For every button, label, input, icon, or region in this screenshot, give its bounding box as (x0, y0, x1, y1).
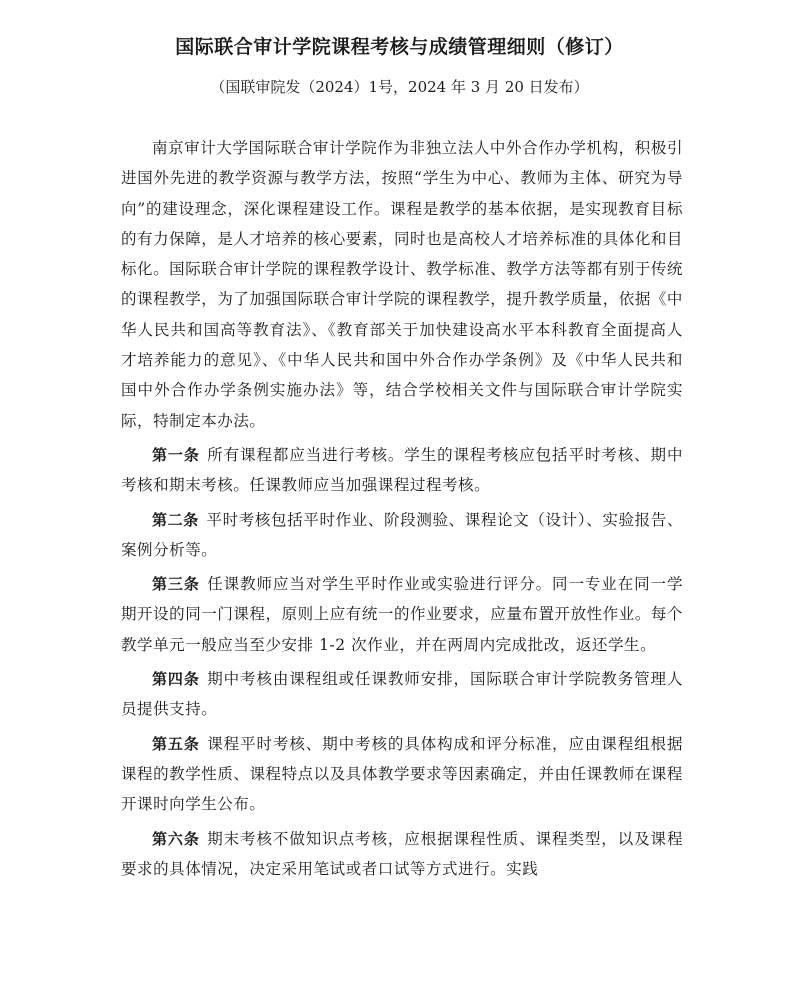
article-5 (121, 729, 683, 820)
article-6-label: 第六条 (152, 829, 200, 848)
article-4 (121, 664, 683, 725)
article-3 (121, 569, 683, 660)
document-subtitle: （国联审院发（2024）1号，2024 年 3 月 20 日发布） (210, 78, 589, 96)
document-body (121, 133, 683, 884)
article-3-label: 第三条 (152, 575, 200, 594)
article-5-label: 第五条 (152, 734, 200, 753)
article-3-text: 任课教师应当对学生平时作业或实验进行评分。同一专业在同一学期开设的同一门课程，原则上应有统一的作业要求，应量布置开放性作业。每个教学单元一般应当至少安排 1-2 次作业，并在两周内完成批改，返还学生。 (121, 575, 684, 654)
article-4-label: 第四条 (152, 670, 200, 689)
article-1-label: 第一条 (152, 445, 200, 464)
article-2 (121, 505, 683, 566)
article-6-text: 期末考核不做知识点考核，应根据课程性质、课程类型，以及课程要求的具体情况，决定采用笔试或者口试等方式进行。实践 (121, 829, 684, 878)
article-2-label: 第二条 (152, 510, 199, 529)
article-5-text: 课程平时考核、期中考核的具体构成和评分标准，应由课程组根据课程的教学性质、课程特点以及具体教学要求等因素确定，并由任课教师在课程开课时向学生公布。 (121, 734, 684, 814)
article-6 (121, 824, 683, 885)
preamble-paragraph: 南京审计大学国际联合审计学院作为非独立法人中外合作办学机构，积极引进国外先进的教学资源与教学方法，按照“学生为中心、教师为主体、研究为导向”的建设理念，深化课程建设工作。课程是教学的基本依据，是实现教育目标的有力保障，是人才培养的核心要素，同时也是高校人才培养标准的具体化和目标化。国际联合审计学院的课程教学设计、教学标准、教学方法等都有别于传统的课程教学，为了加强国际联合审计学院的课程教学，提升教学质量，依据《中华人民共和国高等教育法》、《教育部关于加快建设高水平本科教育全面提高人才培养能力的意见》、《中华人民共和国中外合作办学条例》及《中华人民共和国中外合作办学条例实施办法》等，结合学校相关文件与国际联合审计学院实际，特制定本办法。 (121, 139, 683, 430)
article-1 (121, 440, 683, 501)
document-title: 国际联合审计学院课程考核与成绩管理细则（修订） (175, 36, 624, 58)
article-1-text: 所有课程都应当进行考核。学生的课程考核应包括平时考核、期中考核和期末考核。任课教师应当加强课程过程考核。 (121, 445, 684, 495)
article-2-text: 平时考核包括平时作业、阶段测验、课程论文（设计）、实验报告、案例分析等。 (121, 510, 683, 559)
article-4-text: 期中考核由课程组或任课教师安排，国际联合审计学院教务管理人员提供支持。 (121, 670, 684, 719)
